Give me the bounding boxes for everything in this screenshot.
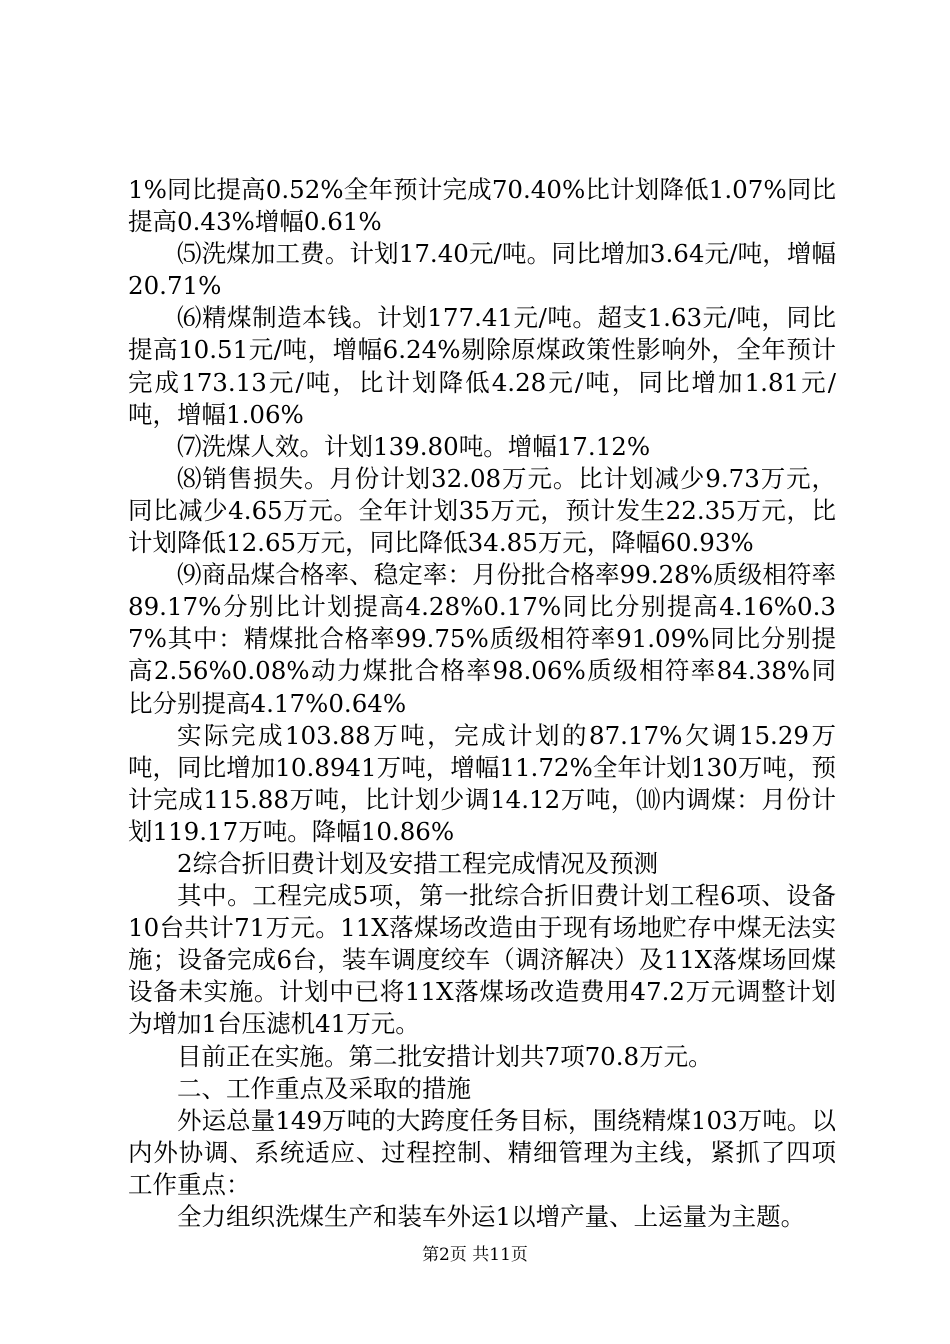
paragraph-p6: ⑹精煤制造本钱。计划177.41元/吨。超支1.63元/吨，同比提高10.51元/吨，增幅6.24%剔除原煤政策性影响外，全年预计完成173.13元/吨，比计划降低4.28元/吨，同比增加1.81元/吨，增幅1.06%: [128, 303, 836, 429]
document-body: [128, 174, 836, 1233]
paragraph-p7: ⑺洗煤人效。计划139.80吨。增幅17.12%: [177, 431, 651, 461]
paragraph-p12: 其中。工程完成5项，第一批综合折旧费计划工程6项、设备10台共计71万元。11X落煤场改造由于现有场地贮存中煤无法实施；设备完成6台，装车调度绞车（调济解决）及11X落煤场回煤设备未实施。计划中已将11X落煤场改造费用47.2万元调整计划为增加1台压滤机41万元。: [128, 881, 836, 1039]
paragraph-p13: 目前正在实施。第二批安措计划共7项70.8万元。: [177, 1041, 713, 1071]
paragraph-p-cont: 1%同比提高0.52%全年预计完成70.40%比计划降低1.07%同比提高0.43%增幅0.61%: [128, 175, 836, 237]
paragraph-p16: 全力组织洗煤生产和装车外运1以增产量、上运量为主题。: [177, 1202, 806, 1231]
paragraph-p8: ⑻销售损失。月份计划32.08万元。比计划减少9.73万元，同比减少4.65万元。全年计划35万元，预计发生22.35万元，比计划降低12.65万元，同比降低34.85万元，降幅60.93%: [128, 463, 836, 558]
paragraph-p5: ⑸洗煤加工费。计划17.40元/吨。同比增加3.64元/吨，增幅20.71%: [128, 239, 836, 301]
paragraph-p15: 外运总量149万吨的大跨度任务目标，围绕精煤103万吨。以内外协调、系统适应、过程控制、精细管理为主线，紧抓了四项工作重点：: [128, 1105, 836, 1199]
paragraph-p9: ⑼商品煤合格率、稳定率：月份批合格率99.28%质级相符率89.17%分别比计划提高4.28%0.17%同比分别提高4.16%0.37%其中：精煤批合格率99.75%质级相符率91.09%同比分别提高2.56%0.08%动力煤批合格率98.06%质级相符率84.38%同比分别提高4.17%0.64%: [128, 560, 836, 718]
paragraph-p10: 实际完成103.88万吨，完成计划的87.17%欠调15.29万吨，同比增加10.8941万吨，增幅11.72%全年计划130万吨，预计完成115.88万吨，比计划少调14.12万吨，⑽内调煤：月份计划119.17万吨。降幅10.86%: [128, 720, 836, 846]
page-footer: 第2页 共11页: [422, 1245, 528, 1265]
paragraph-p14: 二、工作重点及采取的措施: [177, 1073, 471, 1103]
paragraph-p11: 2综合折旧费计划及安措工程完成情况及预测: [177, 848, 659, 878]
